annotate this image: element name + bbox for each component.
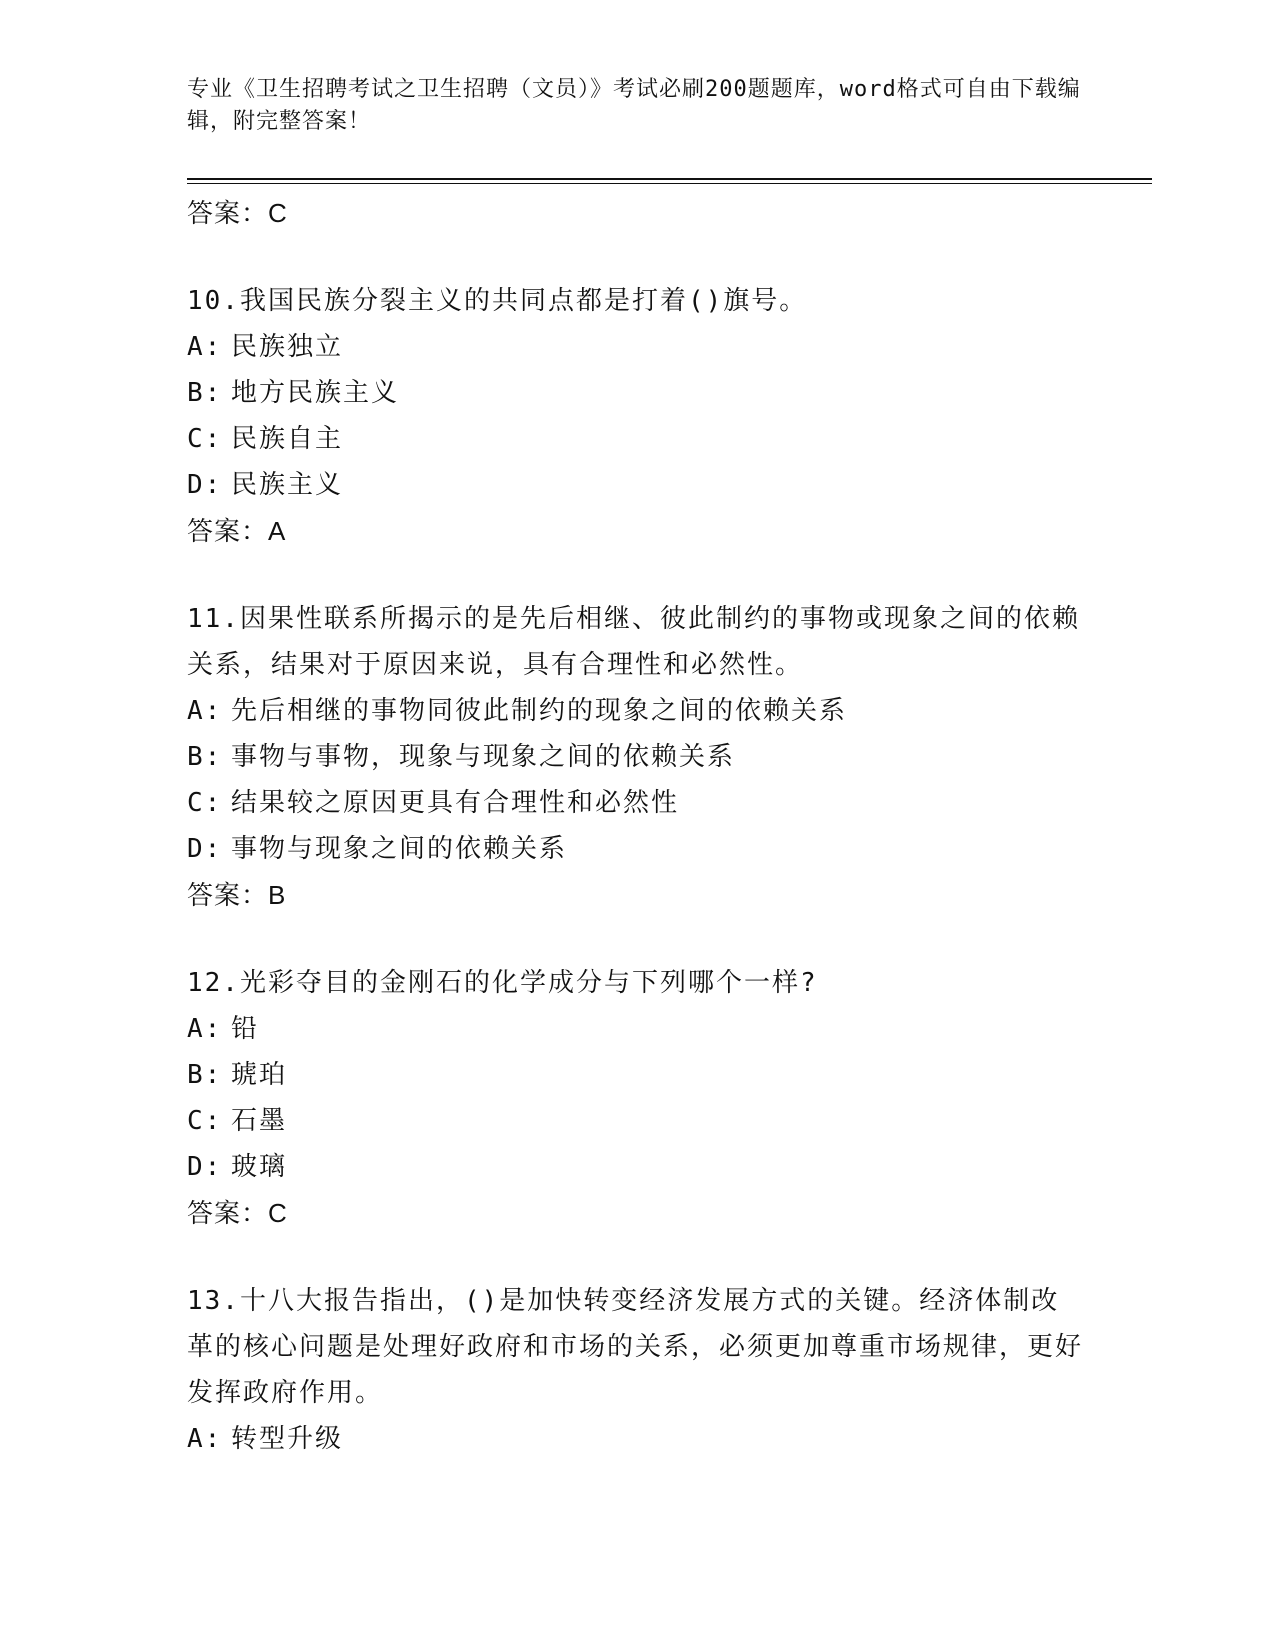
- question-text: 12.光彩夺目的金刚石的化学成分与下列哪个一样?: [187, 968, 818, 998]
- option-c: [187, 416, 1087, 462]
- answer-line: 答案：A: [187, 516, 287, 546]
- option-a: [187, 324, 1087, 370]
- option-text: 民族自主: [231, 424, 344, 454]
- option-text: 铅: [231, 1014, 260, 1044]
- option-key: D:: [187, 1152, 223, 1182]
- option-key: A:: [187, 1424, 223, 1454]
- page-header: 专业《卫生招聘考试之卫生招聘（文员）》考试必刷200题题库，word格式可自由下载编辑，附完整答案！: [187, 77, 1081, 134]
- question-11: [187, 596, 1087, 918]
- option-key: C:: [187, 1106, 223, 1136]
- option-a: [187, 688, 1087, 734]
- option-b: [187, 370, 1087, 416]
- previous-answer: 答案：C: [187, 198, 288, 228]
- option-d: [187, 462, 1087, 508]
- option-a: [187, 1416, 1087, 1462]
- option-key: A:: [187, 332, 223, 362]
- option-c: [187, 1098, 1087, 1144]
- option-d: [187, 1144, 1087, 1190]
- question-text: 11.因果性联系所揭示的是先后相继、彼此制约的事物或现象之间的依赖关系，结果对于原因来说，具有合理性和必然性。: [187, 604, 1080, 680]
- document-body: [187, 190, 1087, 1504]
- option-text: 石墨: [231, 1106, 288, 1136]
- answer-line: 答案：C: [187, 1198, 288, 1228]
- option-key: B:: [187, 1060, 223, 1090]
- option-d: [187, 826, 1087, 872]
- option-text: 转型升级: [231, 1424, 344, 1454]
- option-key: C:: [187, 788, 223, 818]
- option-text: 玻璃: [231, 1152, 288, 1182]
- option-text: 琥珀: [231, 1060, 288, 1090]
- option-key: C:: [187, 424, 223, 454]
- option-b: [187, 1052, 1087, 1098]
- answer-line: 答案：B: [187, 880, 287, 910]
- option-text: 民族主义: [231, 470, 344, 500]
- option-key: D:: [187, 834, 223, 864]
- option-text: 地方民族主义: [231, 378, 400, 408]
- option-c: [187, 780, 1087, 826]
- option-b: [187, 734, 1087, 780]
- option-key: A:: [187, 1014, 223, 1044]
- header-divider: [187, 178, 1152, 184]
- option-text: 民族独立: [231, 332, 344, 362]
- option-key: B:: [187, 742, 223, 772]
- question-10: [187, 278, 1087, 554]
- question-12: [187, 960, 1087, 1236]
- option-key: D:: [187, 470, 223, 500]
- question-13: [187, 1278, 1087, 1462]
- question-text: 10.我国民族分裂主义的共同点都是打着()旗号。: [187, 286, 808, 316]
- option-key: B:: [187, 378, 223, 408]
- option-text: 事物与现象之间的依赖关系: [231, 834, 568, 864]
- question-text: 13.十八大报告指出，()是加快转变经济发展方式的关键。经济体制改革的核心问题是处理好政府和市场的关系，必须更加尊重市场规律，更好发挥政府作用。: [187, 1286, 1084, 1408]
- option-text: 先后相继的事物同彼此制约的现象之间的依赖关系: [231, 696, 848, 726]
- option-text: 事物与事物，现象与现象之间的依赖关系: [231, 742, 736, 772]
- option-a: [187, 1006, 1087, 1052]
- option-text: 结果较之原因更具有合理性和必然性: [231, 788, 680, 818]
- option-key: A:: [187, 696, 223, 726]
